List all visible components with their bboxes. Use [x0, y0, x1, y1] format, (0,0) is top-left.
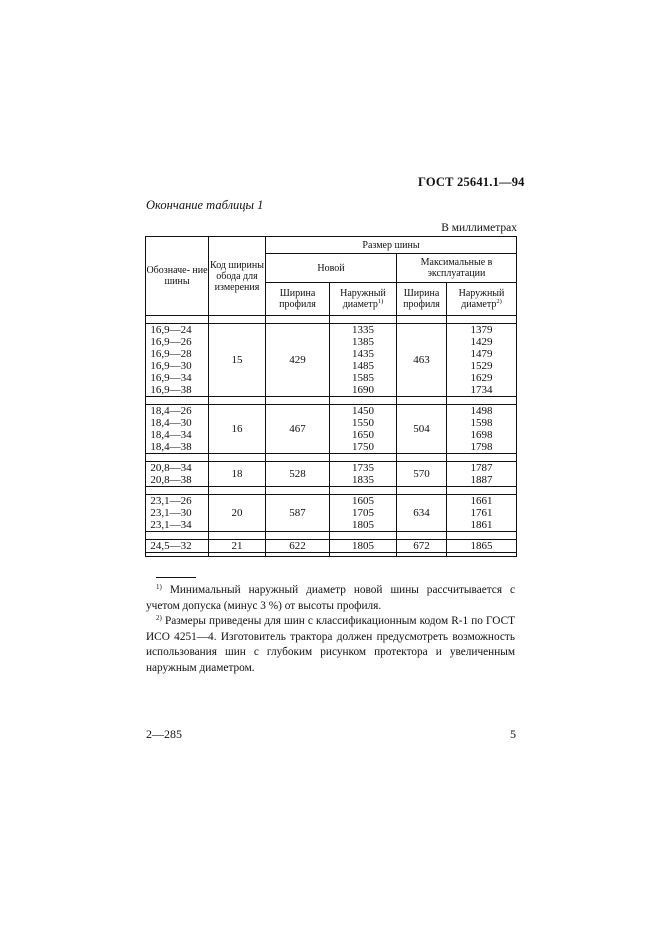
- tyre-designation-value: 16,9—28: [150, 348, 192, 360]
- spacer-cell: [397, 553, 447, 557]
- max-diameter-value: 1429: [470, 336, 493, 348]
- max-diameter-value: 1787: [470, 462, 493, 474]
- max-diameter-value: 1865: [470, 540, 493, 552]
- footnote-rule: [156, 577, 196, 578]
- header-max-section-width: Ширина профиля: [397, 283, 447, 316]
- spacer-cell: [209, 532, 266, 540]
- spacer-cell: [146, 487, 209, 495]
- spacer-cell: [447, 487, 517, 495]
- tyre-size-table: [145, 236, 517, 557]
- group-spacer: [146, 397, 517, 405]
- max-width-cell: 570: [397, 462, 447, 487]
- max-width-cell: 504: [397, 405, 447, 454]
- spacer-cell: [330, 487, 397, 495]
- tyre-designation: [146, 324, 209, 397]
- group-spacer: [146, 316, 517, 324]
- new-diameter-value: 1435: [352, 348, 374, 360]
- rim-code-cell: 21: [209, 540, 266, 553]
- max-diameter-value: 1498: [470, 405, 493, 417]
- max-diameter-value: 1798: [470, 441, 493, 453]
- spacer-cell: [146, 553, 209, 557]
- table-continuation-caption: Окончание таблицы 1: [146, 198, 264, 212]
- max-diameter-value: 1479: [470, 348, 493, 360]
- new-diameter-value: 1835: [352, 474, 374, 486]
- spacer-cell: [330, 553, 397, 557]
- spacer-cell: [447, 397, 517, 405]
- new-width-cell: 587: [266, 495, 330, 532]
- spacer-cell: [146, 454, 209, 462]
- group-spacer: [146, 532, 517, 540]
- spacer-cell: [447, 316, 517, 324]
- footnote-1-marker: 1): [156, 583, 162, 591]
- tyre-designation-value: 23,1—30: [150, 507, 192, 519]
- footnote-marker-2: 2): [496, 298, 502, 305]
- spacer-cell: [330, 397, 397, 405]
- spacer-cell: [146, 397, 209, 405]
- max-diameter: [447, 540, 517, 553]
- table-row: [146, 495, 517, 532]
- spacer-cell: [397, 532, 447, 540]
- spacer-cell: [209, 553, 266, 557]
- new-diameter-value: 1585: [352, 372, 374, 384]
- table-row: [146, 405, 517, 454]
- new-width-cell: 429: [266, 324, 330, 397]
- header-max-outer-diameter-text: Наружный диаметр: [458, 288, 505, 310]
- spacer-cell: [266, 397, 330, 405]
- spacer-cell: [266, 532, 330, 540]
- tyre-designation-value: 23,1—26: [150, 495, 192, 507]
- tyre-designation-value: 18,4—26: [150, 405, 192, 417]
- spacer-cell: [397, 454, 447, 462]
- max-width-cell: 634: [397, 495, 447, 532]
- tyre-designation: [146, 462, 209, 487]
- header-new-section-width: Ширина профиля: [266, 283, 330, 316]
- max-diameter: [447, 324, 517, 397]
- tyre-designation: [146, 540, 209, 553]
- tyre-designation-value: 16,9—34: [150, 372, 192, 384]
- spacer-cell: [397, 397, 447, 405]
- new-diameter: [330, 324, 397, 397]
- new-diameter-value: 1550: [352, 417, 374, 429]
- tyre-designation-value: 18,4—30: [150, 417, 192, 429]
- group-spacer: [146, 487, 517, 495]
- tyre-designation-value: 18,4—38: [150, 441, 192, 453]
- header-new-outer-diameter-text: Наружный диаметр: [340, 288, 386, 310]
- spacer-cell: [266, 553, 330, 557]
- max-diameter: [447, 495, 517, 532]
- header-rim-code: Код ширины обода для измерения: [209, 237, 266, 316]
- footnote-1: [146, 583, 515, 614]
- tyre-designation-value: 18,4—34: [150, 429, 192, 441]
- new-diameter: [330, 405, 397, 454]
- max-diameter-value: 1861: [470, 519, 493, 531]
- spacer-cell: [447, 454, 517, 462]
- spacer-cell: [330, 316, 397, 324]
- spacer-cell: [330, 454, 397, 462]
- max-diameter-value: 1629: [470, 372, 493, 384]
- spacer-cell: [209, 397, 266, 405]
- spacer-cell: [266, 454, 330, 462]
- new-diameter-value: 1485: [352, 360, 374, 372]
- header-new: Новой: [266, 254, 397, 283]
- header-tyre-size: Размер шины: [266, 237, 517, 254]
- header-designation: Обозначе- ние шины: [146, 237, 209, 316]
- new-diameter-value: 1690: [352, 384, 374, 396]
- new-diameter-value: 1650: [352, 429, 374, 441]
- tyre-designation-value: 23,1—34: [150, 519, 192, 531]
- rim-code-cell: 16: [209, 405, 266, 454]
- max-diameter: [447, 462, 517, 487]
- max-width-cell: 463: [397, 324, 447, 397]
- table-tail: [146, 553, 517, 557]
- max-diameter-value: 1761: [470, 507, 493, 519]
- max-diameter-value: 1661: [470, 495, 493, 507]
- tyre-designation-value: 16,9—30: [150, 360, 192, 372]
- spacer-cell: [447, 532, 517, 540]
- max-diameter-value: 1887: [470, 474, 493, 486]
- new-diameter: [330, 495, 397, 532]
- sheet-code: 2—285: [146, 727, 182, 741]
- rim-code-cell: 15: [209, 324, 266, 397]
- header-max-in-service: Максимальные в эксплуатации: [397, 254, 517, 283]
- spacer-cell: [266, 487, 330, 495]
- group-spacer: [146, 454, 517, 462]
- max-diameter-value: 1598: [470, 417, 493, 429]
- new-diameter-value: 1735: [352, 462, 374, 474]
- spacer-cell: [209, 487, 266, 495]
- spacer-cell: [447, 553, 517, 557]
- spacer-cell: [146, 316, 209, 324]
- header-max-outer-diameter: [447, 283, 517, 316]
- new-diameter: [330, 540, 397, 553]
- tyre-designation-value: 20,8—38: [150, 474, 192, 486]
- footnote-2-text: Размеры приведены для шин с классификационным кодом R-1 по ГОСТ ИСО 4251—4. Изготовитель трактора должен предусмотреть возможность использования шин с глубоким рисунком протектора и увеличенным наружным диаметром.: [146, 615, 516, 674]
- new-diameter-value: 1605: [352, 495, 374, 507]
- max-diameter-value: 1734: [470, 384, 493, 396]
- new-diameter: [330, 462, 397, 487]
- table-row: [146, 462, 517, 487]
- footnote-marker-1: 1): [377, 298, 384, 305]
- new-diameter-value: 1805: [352, 540, 374, 552]
- rim-code-cell: 20: [209, 495, 266, 532]
- max-width-cell: 672: [397, 540, 447, 553]
- new-width-cell: 528: [266, 462, 330, 487]
- max-diameter-value: 1529: [470, 360, 493, 372]
- tyre-designation-value: 20,8—34: [150, 462, 192, 474]
- new-diameter-value: 1805: [352, 519, 374, 531]
- new-width-cell: 467: [266, 405, 330, 454]
- table-row: [146, 324, 517, 397]
- spacer-cell: [146, 532, 209, 540]
- tyre-designation-value: 24,5—32: [150, 540, 192, 552]
- spacer-cell: [209, 454, 266, 462]
- spacer-cell: [330, 532, 397, 540]
- tyre-designation: [146, 495, 209, 532]
- new-diameter-value: 1385: [352, 336, 374, 348]
- footnote-2-marker: 2): [156, 614, 162, 622]
- tyre-designation: [146, 405, 209, 454]
- units-label: В миллиметрах: [441, 222, 517, 234]
- table-row: [146, 540, 517, 553]
- max-diameter-value: 1379: [470, 324, 493, 336]
- footnotes: [146, 577, 515, 676]
- standard-code: ГОСТ 25641.1—94: [418, 175, 525, 189]
- spacer-cell: [266, 316, 330, 324]
- new-width-cell: 622: [266, 540, 330, 553]
- footnote-1-text: Минимальный наружный диаметр новой шины рассчитывается с учетом допуска (минус 3 %) от высоты профиля.: [146, 584, 516, 612]
- header-new-outer-diameter: [330, 283, 397, 316]
- new-diameter-value: 1750: [352, 441, 374, 453]
- rim-code-cell: 18: [209, 462, 266, 487]
- tyre-designation-value: 16,9—26: [150, 336, 192, 348]
- footnote-2: [146, 614, 515, 676]
- page-number: 5: [510, 727, 516, 741]
- tyre-designation-value: 16,9—24: [150, 324, 192, 336]
- spacer-cell: [209, 316, 266, 324]
- spacer-cell: [397, 487, 447, 495]
- tyre-designation-value: 16,9—38: [150, 384, 192, 396]
- new-diameter-value: 1450: [352, 405, 374, 417]
- new-diameter-value: 1335: [352, 324, 374, 336]
- new-diameter-value: 1705: [352, 507, 374, 519]
- spacer-cell: [397, 316, 447, 324]
- max-diameter: [447, 405, 517, 454]
- max-diameter-value: 1698: [470, 429, 493, 441]
- table-body: [146, 316, 517, 557]
